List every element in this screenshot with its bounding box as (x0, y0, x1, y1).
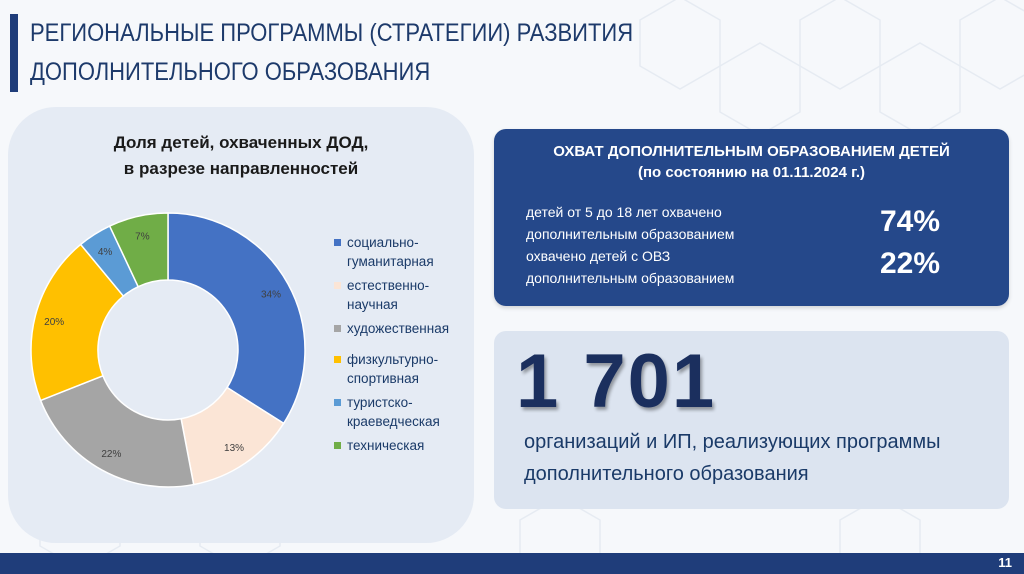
legend-label: туристско- краеведческая (347, 395, 440, 429)
legend-swatch (334, 442, 341, 449)
legend-label: физкультурно- спортивная (347, 352, 439, 386)
organizations-count: 1 701 (516, 339, 717, 424)
donut-slice-1 (168, 213, 305, 423)
legend-label: художественная (347, 321, 450, 336)
organizations-caption (524, 426, 1004, 490)
donut-data-label-6: 7% (135, 231, 150, 243)
legend-swatch (334, 356, 341, 363)
donut-data-label-1: 34% (260, 289, 281, 301)
coverage-row-label-line-1: детей от 5 до 18 лет охвачено (526, 204, 722, 220)
donut-data-label-2: 13% (224, 443, 245, 455)
legend-item-4 (334, 350, 484, 388)
legend-label: социально- гуманитарная (347, 235, 434, 269)
coverage-row-ovz (526, 245, 826, 289)
legend-item-6 (334, 436, 484, 455)
legend-swatch (334, 239, 341, 246)
legend-item-5 (334, 393, 484, 431)
slide-title-line-2: ДОПОЛНИТЕЛЬНОГО ОБРАЗОВАНИЯ (30, 58, 431, 86)
donut-data-label-4: 20% (44, 316, 65, 328)
organizations-caption-line-2: дополнительного образования (524, 463, 809, 485)
legend-label: техническая (347, 438, 425, 453)
coverage-row-label-line-2: дополнительным образованием (526, 226, 735, 242)
chart-title-line-2: в разрезе направленностей (123, 159, 359, 178)
coverage-heading-line-2: (по состоянию на 01.11.2024 г.) (637, 164, 866, 181)
legend-label: естественно- научная (347, 278, 430, 312)
coverage-heading-line-1: ОХВАТ ДОПОЛНИТЕЛЬНЫМ ОБРАЗОВАНИЕМ ДЕТЕЙ (553, 143, 950, 160)
legend-item-2 (334, 276, 484, 314)
slide-title-line-1: РЕГИОНАЛЬНЫЕ ПРОГРАММЫ (СТРАТЕГИИ) РАЗВИТИЯ (30, 19, 634, 47)
coverage-card (494, 129, 1009, 306)
legend-swatch (334, 282, 341, 289)
donut-slice-3 (41, 376, 194, 487)
coverage-row-children (526, 201, 826, 245)
footer-bar (0, 553, 1024, 574)
coverage-value-children: 74% (880, 205, 941, 238)
donut-data-label-3: 22% (101, 448, 122, 460)
coverage-row-label-line-2: дополнительным образованием (526, 270, 735, 286)
legend-item-1 (334, 233, 484, 271)
chart-title-line-1: Доля детей, охваченных ДОД, (113, 133, 369, 152)
coverage-heading (494, 141, 1009, 183)
organizations-caption-line-1: организаций и ИП, реализующих программы (524, 431, 941, 453)
coverage-value-ovz: 22% (880, 247, 941, 280)
donut-data-label-5: 4% (97, 246, 113, 258)
legend-swatch (334, 325, 341, 332)
page-number: 11 (998, 555, 1012, 570)
chart-legend (334, 233, 484, 460)
legend-item-3 (334, 319, 484, 338)
coverage-row-label-line-1: охвачено детей с ОВЗ (526, 248, 671, 264)
legend-swatch (334, 399, 341, 406)
